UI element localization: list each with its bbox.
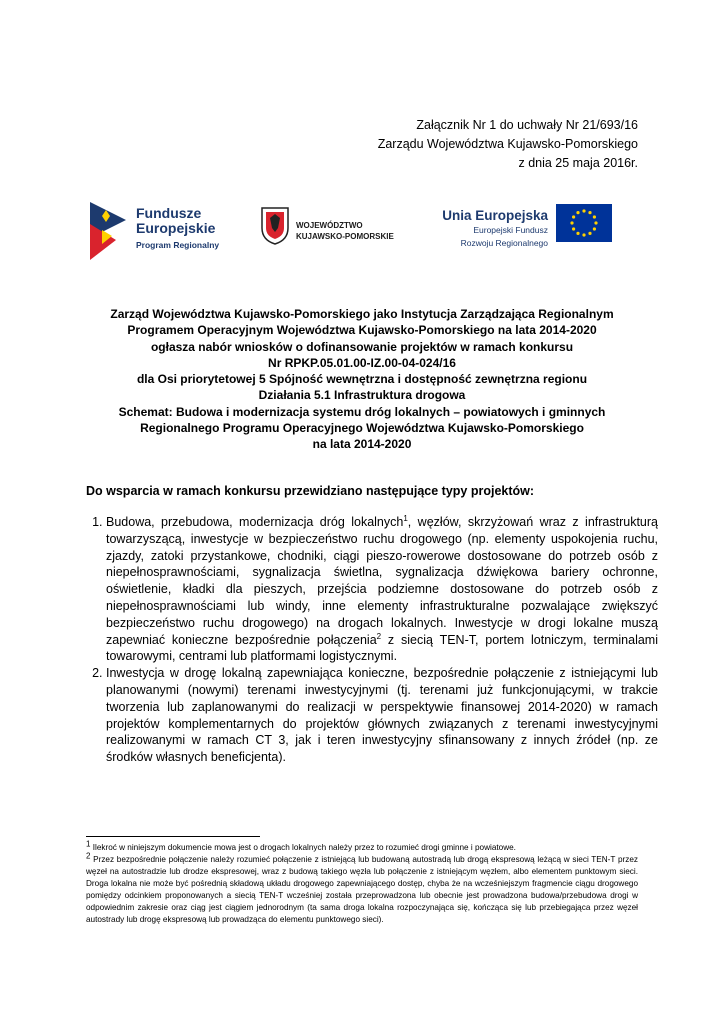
eu-flag-icon — [556, 204, 612, 242]
footnote-ref-1: 1 — [403, 513, 408, 523]
footnote-1-mark: 1 — [86, 839, 91, 849]
heading-line: Nr RPKP.05.01.00-IZ.00-04-024/16 — [268, 355, 456, 370]
heading-line: dla Osi priorytetowej 5 Spójność wewnętrzna i dostępność zewnętrzna regionu — [136, 372, 588, 387]
item-1-text-b: , węzłów, skrzyżowań wraz z infrastrukturą towarzyszącą, inwestycje w bezpieczeństwo ruchu drogowego (np. elementy uspokojenia ruchu, zjazdy, zatoki przystankowe, chodniki, ciągi pieszo-rowerowe dostosowane do potrzeb osób z niepełnosprawnościami, sygnalizacja świetlna, sygnalizacja dźwiękowa bariery ochronne, oświetlenie, kładki dla pieszych, przejścia podziemne dostosowane do potrzeb osób z niepełnosprawnościami lub windy, inne elementy infrastrukturalne pozwalające zwiększyć bezpieczeństwo ruchu drogowego) na drogach lokalnych. Inwestycje w drogi lokalne muszą zapewniać konieczne bezpośrednie połączenia — [106, 515, 658, 647]
fe-line-2: Europejskie — [136, 220, 216, 236]
project-types-list — [86, 514, 658, 766]
footnotes — [86, 839, 638, 926]
fundusze-europejskie-mark-icon — [86, 200, 130, 262]
annex-line-2: Zarządu Województwa Kujawsko-Pomorskiego — [377, 137, 638, 151]
annex-header — [378, 116, 638, 173]
item-1-text-c: z siecią TEN-T, portem lotniczym, terminalami towarowymi, centrami lub platformami logistycznymi. — [106, 632, 658, 664]
fe-line-3: Program Regionalny — [136, 240, 220, 250]
unia-europejska-logo — [430, 204, 610, 260]
fundusze-europejskie-logo — [86, 200, 236, 264]
heading-line: Programem Operacyjnym Województwa Kujawsko-Pomorskiego na lata 2014-2020 — [127, 323, 597, 338]
heading-line: ogłasza nabór wniosków o dofinansowanie projektów w ramach konkursu — [150, 339, 574, 354]
annex-line-3: z dnia 25 maja 2016r. — [518, 156, 638, 170]
footnote-1 — [86, 839, 638, 854]
footnote-2-mark: 2 — [86, 851, 91, 861]
kp-line-1: WOJEWÓDZTWO — [296, 221, 363, 230]
ue-line-1: Unia Europejska — [442, 208, 548, 223]
list-item — [106, 665, 658, 766]
annex-line-1: Załącznik Nr 1 do uchwały Nr 21/693/16 — [416, 118, 638, 132]
footnote-divider — [86, 836, 260, 837]
kp-line-2: KUJAWSKO-POMORSKIE — [296, 232, 394, 241]
regional-crest-icon — [260, 206, 290, 246]
footnote-1-text: Ilekroć w niniejszym dokumencie mowa jest o drogach lokalnych należy przez to rozumieć drogi gminne i powiatowe. — [90, 843, 516, 852]
footnote-ref-2: 2 — [376, 631, 382, 641]
announcement-heading — [76, 306, 648, 453]
intro-text: Do wsparcia w ramach konkursu przewidziano następujące typy projektów: — [86, 484, 535, 498]
kujawsko-pomorskie-logo — [260, 206, 410, 256]
heading-line: Schemat: Budowa i modernizacja systemu dróg lokalnych – powiatowych i gminnych — [118, 404, 606, 419]
item-2-text: Inwestycja w drogę lokalną zapewniająca konieczne, bezpośrednie połączenie z istniejącymi lub planowanymi (nowymi) terenami inwestycyjnymi (tj. terenami już funkcjonującymi, w trakcie tworzenia lub zaplanowanymi do realizacji w perspektywie finansowej 2014-2020) w ramach projektów komplementarnych do projektów głównych związanych z terenami inwestycyjnymi realizowanymi w ramach CT 3, jak i teren inwestycyjny sfinansowany z innych źródeł (np. ze środków własnych beneficjenta). — [106, 666, 658, 765]
heading-line: Regionalnego Programu Operacyjnego Województwa Kujawsko-Pomorskiego — [140, 421, 584, 436]
footnote-2-text: Przez bezpośrednie połączenie należy rozumieć połączenie z istniejącą lub budowaną autostradą lub drogą ekspresową leżącą w sieci TEN-T przez węzeł na autostradzie lub drodze ekspresowej, wraz z budową takiego węzła lub połączenie z istniejącym węzłem, albo elementem punktowym sieci. Droga lokalna nie może być pośrednią składową układu drogowego zapewniającego dostęp, chyba że na wcześniejszym fragmencie ciągu drogowego pomiędzy odcinkiem proponowanych a siecią TEN-T wcześniej została przeprowadzona lub obecnie jest prowadzona budowa/przebudowa drogi w odpowiednim zakresie oraz ciąg jest ciągiem jednorodnym (ta sama droga lokalna rozpoczynająca się, kończąca się lub przebiegająca przez węzeł autostrady lub drogę ekspresową lub prowadząca do elementu punktowego sieci). — [86, 855, 638, 924]
heading-line: Zarząd Województwa Kujawsko-Pomorskiego jako Instytucja Zarządzająca Regionalnym — [110, 307, 614, 321]
heading-line: Działania 5.1 Infrastruktura drogowa — [258, 388, 466, 403]
ue-line-3: Rozwoju Regionalnego — [460, 238, 548, 248]
heading-line: na lata 2014-2020 — [312, 437, 412, 452]
item-1-text-a: Budowa, przebudowa, modernizacja dróg lokalnych — [106, 515, 404, 529]
logo-strip — [86, 196, 610, 272]
footnote-2 — [86, 851, 638, 926]
list-item — [106, 514, 658, 665]
fe-line-1: Fundusze — [136, 205, 202, 221]
ue-line-2: Europejski Fundusz — [473, 225, 548, 235]
